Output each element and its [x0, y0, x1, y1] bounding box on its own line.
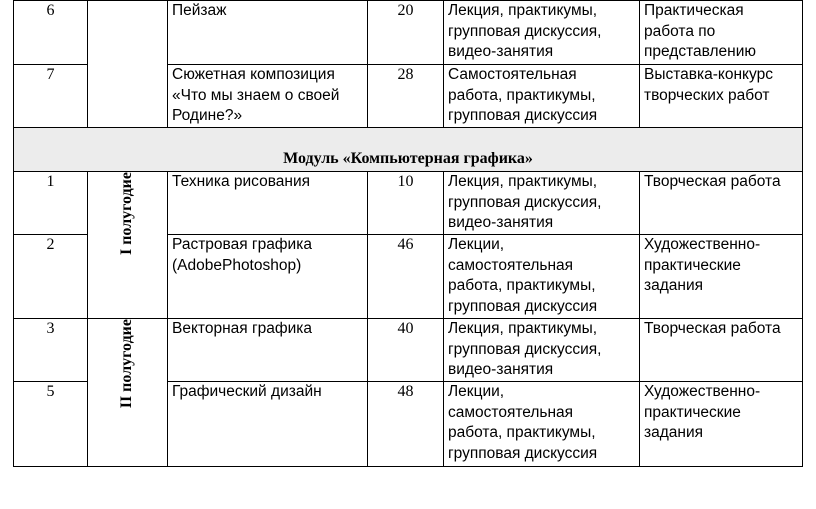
topic-line: Родине?»: [172, 107, 243, 124]
row-number: 5: [14, 382, 88, 467]
forms-cell: [444, 382, 640, 467]
second-half-label: II полугодие: [118, 319, 136, 409]
half-year-cell-empty: [88, 1, 168, 128]
topic-cell: [168, 172, 368, 235]
forms-cell: [444, 1, 640, 65]
control-line: практические: [644, 403, 741, 421]
control-line: задания: [644, 277, 704, 294]
row-number: 3: [14, 319, 88, 382]
forms-line: групповая дискуссия: [448, 297, 598, 315]
forms-cell: [444, 65, 640, 128]
forms-line: групповая дискуссия,: [448, 22, 602, 40]
forms-line: самостоятельная: [448, 403, 574, 421]
topic-cell: [168, 235, 368, 319]
topic-line: Растровая графика: [172, 236, 312, 253]
forms-line: видео-занятия: [448, 43, 554, 60]
table-row: [14, 172, 803, 235]
hours-cell: 10: [368, 172, 444, 235]
curriculum-table: [13, 0, 803, 467]
control-cell: [640, 382, 803, 467]
forms-line: работа, практикумы,: [448, 277, 596, 294]
forms-line: Лекция, практикумы,: [448, 320, 598, 337]
forms-line: групповая дискуссия,: [448, 340, 602, 358]
control-line: Художественно-: [644, 236, 761, 253]
hours-cell: 48: [368, 382, 444, 467]
hours-cell: 46: [368, 235, 444, 319]
topic-line: Сюжетная композиция: [172, 66, 335, 83]
topic-line: Техника рисования: [172, 173, 311, 190]
half-year-cell: [88, 172, 168, 319]
forms-line: групповая дискуссия: [448, 107, 598, 124]
module-title: Модуль «Компьютерная графика»: [14, 128, 803, 172]
topic-cell: [168, 319, 368, 382]
row-number: 2: [14, 235, 88, 319]
topic-line: «Что мы знаем о своей: [172, 86, 340, 104]
topic-line: (AdobePhotoshop): [172, 256, 302, 274]
hours-cell: 28: [368, 65, 444, 128]
control-cell: [640, 172, 803, 235]
control-line: Выставка-конкурс: [644, 66, 773, 83]
control-line: Практическая: [644, 2, 744, 19]
forms-cell: [444, 235, 640, 319]
forms-line: самостоятельная: [448, 256, 574, 274]
control-line: практические: [644, 256, 741, 274]
forms-line: групповая дискуссия: [448, 444, 598, 462]
control-line: работа по: [644, 22, 716, 40]
forms-line: работа, практикумы,: [448, 86, 596, 104]
forms-line: Лекция, практикумы,: [448, 173, 598, 190]
control-line: Творческая работа: [644, 320, 781, 337]
topic-cell: [168, 382, 368, 467]
forms-line: работа, практикумы,: [448, 424, 596, 441]
forms-line: видео-занятия: [448, 214, 554, 231]
forms-line: групповая дискуссия,: [448, 193, 602, 211]
table-row: [14, 319, 803, 382]
control-cell: [640, 319, 803, 382]
row-number: 1: [14, 172, 88, 235]
control-line: творческих работ: [644, 86, 770, 104]
control-cell: [640, 235, 803, 319]
control-cell: [640, 1, 803, 65]
control-line: Художественно-: [644, 383, 761, 400]
topic-line: Векторная графика: [172, 320, 313, 337]
topic-cell: [168, 65, 368, 128]
row-number: 6: [14, 1, 88, 65]
forms-cell: [444, 319, 640, 382]
forms-line: Лекции,: [448, 236, 505, 253]
control-line: задания: [644, 424, 704, 441]
control-cell: [640, 65, 803, 128]
forms-cell: [444, 172, 640, 235]
topic-line: Пейзаж: [172, 2, 227, 19]
control-line: представлению: [644, 43, 757, 60]
forms-line: Лекции,: [448, 383, 505, 400]
hours-cell: 20: [368, 1, 444, 65]
control-line: Творческая работа: [644, 173, 781, 190]
topic-line: Графический дизайн: [172, 383, 322, 400]
half-year-cell: [88, 319, 168, 467]
forms-line: Лекция, практикумы,: [448, 2, 598, 19]
topic-cell: [168, 1, 368, 65]
forms-line: Самостоятельная: [448, 66, 577, 83]
forms-line: видео-занятия: [448, 361, 554, 378]
module-header-row: [14, 128, 803, 172]
hours-cell: 40: [368, 319, 444, 382]
first-half-label: I полугодие: [118, 172, 136, 256]
row-number: 7: [14, 65, 88, 128]
table-row: [14, 1, 803, 65]
